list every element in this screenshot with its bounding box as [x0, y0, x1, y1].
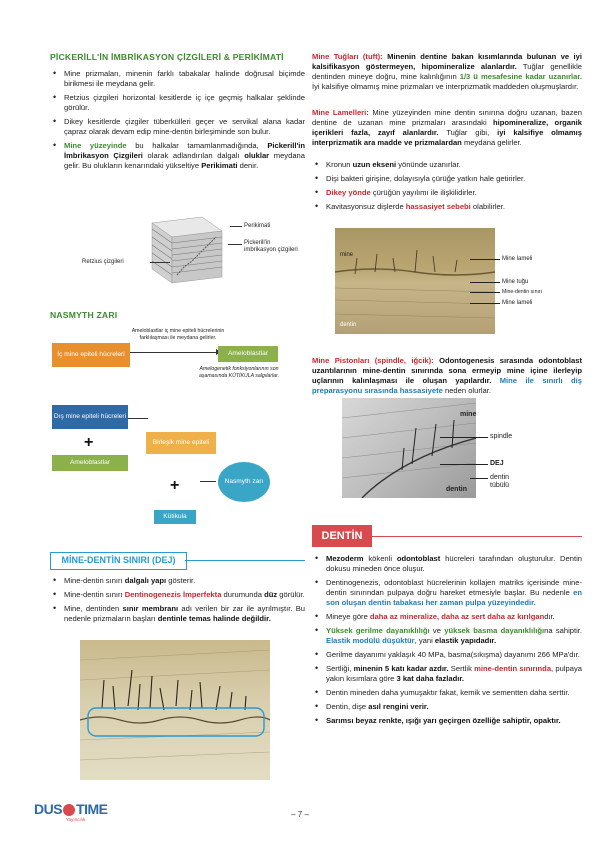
- dej-b2-c: durumunda: [221, 590, 265, 600]
- perikimati-leader: [230, 226, 242, 227]
- pickerill-b4-e: oluklar: [244, 151, 270, 161]
- den-b4-f: , yani: [414, 636, 435, 646]
- pickerill-b4-b: bu halkalar tamamlanmadığında,: [126, 141, 268, 151]
- label-perikimati: Perikimati: [244, 223, 271, 229]
- dentin-list: [312, 554, 582, 730]
- pickerill-bullet-3-text: Dikey kesitlerde çizgiler tüberkülleri geçer ve servikal alana kadar çapraz olarak devam edip mine-dentin birleşiminde son bulur.: [64, 117, 305, 137]
- label-retzius: Retzius çizgileri: [82, 259, 124, 265]
- lamellae-b: Mine yüzeyinden mine dentin sınırına doğru uzanan, bazen dentine de uzanan mine prizmaları arasındaki: [312, 108, 582, 128]
- nasmyth-title: NASMYTH ZARI: [50, 310, 118, 320]
- spindles-c: Mine ile sınırlı diş preparasyonu sırasında hassasiyete: [312, 376, 582, 396]
- logo-dus: DUS: [34, 801, 63, 817]
- spindles-paragraph: [312, 356, 582, 396]
- lamellae-c: hipomineralize, organik içerikleri fazla, zayıf alanlardır.: [312, 118, 582, 138]
- den-b1-d: hücreleri tarafından oluşturulur. Dentin dokusu mineden önce oluşur.: [326, 554, 582, 574]
- den-b3-a: Mineye göre: [326, 612, 370, 622]
- pickerill-b4-g: Perikimati: [201, 161, 238, 171]
- sp-label-mine: mine: [460, 411, 477, 418]
- dentin-bullet-5: [312, 650, 582, 660]
- lam-b2: Dişi bakteri girişine, dolayısıyla çürüğe yatkın hale getirirler.: [326, 174, 526, 184]
- pickerill-title: PİCKERİLL'İN İMBRİKASYON ÇİZGİLERİ & PERİKİMATİ: [50, 52, 284, 62]
- lamellae-e: iyi kalsifiye olmamış interprizmatik ara madde ve prizmalardan: [312, 128, 582, 148]
- dej-b3-d: dentinle temas halinde değildir.: [157, 614, 271, 624]
- nasmyth-note-1: Ameloblastlar iç mine epiteli hücrelerinin farklılaşması ile meydana gelirler.: [131, 328, 225, 341]
- dej-micrograph: [80, 640, 270, 780]
- spindles-term: Mine Pistonları (spindle, iğcik):: [312, 356, 434, 365]
- logo-subtitle: Yayıncılık: [66, 817, 86, 822]
- box-dis-mine-epiteli: Dış mine epiteli hücreleri: [52, 405, 128, 429]
- den-b3-c: dır.: [544, 612, 555, 622]
- lamellae-f: meydana gelirler.: [461, 138, 522, 148]
- lam-leader-1: [470, 259, 500, 260]
- den-b4-b: ve: [429, 626, 445, 636]
- dentin-bullet-7: [312, 688, 582, 698]
- den-b9: Sarımsı beyaz renkte, ışığı yarı geçirgen özelliğe sahiptir, opaktır.: [326, 716, 561, 726]
- den-b4-a: Yüksek gerilme dayanıklılığı: [326, 626, 430, 636]
- sp-label-dej: DEJ: [490, 460, 504, 467]
- den-b1-a: Mezoderm: [326, 554, 364, 563]
- box-ic-mine-epiteli: İç mine epiteli hücreleri: [52, 343, 130, 367]
- dej-title-rule: [185, 560, 305, 561]
- den-b2-b: en son oluşan dentin tabakası her zaman pulpa yüzeyindedir.: [326, 588, 582, 608]
- logo-time: TIME: [76, 801, 108, 817]
- tufts-paragraph: [312, 52, 582, 92]
- nasmyth-note-2: Amelogenetik fonksiyonlarının son aşamasında KÜTİKULA salgılarlar.: [198, 366, 280, 379]
- circle-nasmyth-zari: Nasmyth zarı: [218, 462, 270, 502]
- dej-b2-a: Mine-dentin sınırı: [64, 590, 125, 600]
- dentin-title-rule: [372, 536, 582, 537]
- pickerill-b4-d: olarak adlandırılan dalgalı: [142, 151, 245, 161]
- den-b6-f: 3 kat daha fazladır.: [396, 674, 465, 684]
- den-b1-b: kökenli: [363, 554, 397, 563]
- arrow-line-2: [128, 418, 148, 419]
- dej-b2-d: düz: [264, 590, 278, 600]
- dej-b1-b: dalgalı yapı: [124, 576, 167, 585]
- pickerill-b4-f: meydana gelir. Bu olukların kenarındaki yükseltiye: [64, 151, 305, 171]
- pickerill-bullet-1-text: Mine prizmaları, minenin farklı tabakalar halinde doğrusal biçimde birikmesi ile meydana gelir.: [64, 69, 305, 89]
- dej-b2-e: görülür.: [277, 590, 305, 600]
- dentin-title: DENTİN: [312, 525, 372, 547]
- lam-leader-3: [470, 292, 500, 293]
- lam-b4-c: olabilirler.: [470, 202, 505, 212]
- perikimati-illustration: [142, 215, 232, 285]
- den-b2-a: Dentinogenezis, odontoblast hücrelerinin kollajen matriks içerisinde mine-dentin sınırından pulpaya doğru hareket etmesiyle başlar. Bu nedenle: [326, 578, 582, 598]
- dentin-bullet-9: [312, 716, 582, 726]
- lam-label-mds: Mine-dentin sınırı: [502, 289, 543, 295]
- lam-label-tugu: Mine tuğu: [502, 279, 529, 285]
- dej-bullet-3: [50, 604, 305, 624]
- dej-b2-b: Dentinogenezis İmperfekta: [124, 590, 222, 600]
- den-b4-c: yüksek basma dayanıklılığı: [444, 626, 545, 636]
- pickerill-b4-c: Pickerill'in İmbrikasyon Çizgileri: [64, 141, 305, 161]
- spindle-micrograph: [342, 398, 476, 498]
- pickerill-b4-a: Mine yüzeyinde: [64, 141, 127, 151]
- tufts-e: İyi kalsifiye olmamış mine prizmaları ve interprizmatik maddeden oluşmuşlardır.: [312, 82, 579, 92]
- arrow-line-1: [130, 352, 218, 353]
- den-b6-a: Sertliği,: [326, 664, 354, 674]
- spindles-d: neden olurlar.: [442, 386, 491, 396]
- sp-leader-3: [470, 478, 488, 479]
- den-b1-c: odontoblast: [396, 554, 441, 563]
- dej-b3-mid: adı verilen bir zar ile: [178, 604, 255, 614]
- sp-label-spindle: spindle: [490, 433, 513, 440]
- den-b4-g: elastik yapıdadır.: [434, 636, 497, 646]
- den-b6-c: Sertlik: [448, 664, 475, 674]
- page-number: – 7 –: [291, 810, 309, 819]
- lamellae-micrograph: [335, 228, 495, 334]
- lam-leader-2: [470, 282, 500, 283]
- den-b7: Dentin mineden daha yumuşaktır fakat, kemik ve sementten daha serttir.: [326, 688, 570, 698]
- den-b6-e: , pulpaya yakın kısımlara göre: [326, 664, 582, 684]
- dentin-bullet-6: [312, 664, 582, 684]
- pickerill-b4-h: denir.: [237, 161, 259, 171]
- tufts-term: Mine Tuğları (tuft):: [312, 52, 383, 61]
- tufts-c: Tuğlar genellikle dentinden mineye doğru, mine kalınlığının: [312, 62, 582, 82]
- lam-label-dentin: dentin: [340, 322, 357, 328]
- den-b6-d: mine-dentin sınırında: [474, 664, 552, 674]
- pickerill-leader: [228, 244, 242, 245]
- dej-b3-c: ayrılmıştır. Bu nedenle prizmaların başları: [64, 604, 305, 624]
- pickerill-bullet-3: [50, 117, 305, 137]
- lamellae-term: Mine Lamelleri:: [312, 108, 369, 117]
- den-b8-b: asıl rengini verir.: [368, 702, 429, 712]
- dej-bullet-2: [50, 590, 305, 600]
- den-b6-b: minenin 5 katı kadar azdır.: [353, 664, 449, 674]
- box-ameloblastlar-2: Ameloblastlar: [52, 455, 128, 471]
- plus-1: +: [84, 434, 94, 451]
- box-birlesik-mine-epiteli: Birleşik mine epiteli: [146, 432, 216, 454]
- pickerill-bullet-2: [50, 93, 305, 113]
- lamellae-bullet-2: [312, 174, 582, 184]
- lam-b4-a: Kavitasyonsuz dişlerde: [326, 202, 406, 212]
- den-b3-b: daha az mineralize, daha az sert daha az kırılgan: [369, 612, 545, 622]
- lam-b1-a: Kronun: [326, 160, 353, 169]
- lam-b3-a: Dikey yönde: [326, 188, 371, 198]
- pickerill-bullet-4: [50, 141, 305, 171]
- lam-leader-4: [470, 303, 500, 304]
- dentin-bullet-3: [312, 612, 582, 622]
- den-b5: Gerilme dayanımı yaklaşık 40 MPa, basma(sıkışma) dayanımı 266 MPa'dır.: [326, 650, 580, 660]
- lam-b4-b: hassasiyet sebebi: [405, 202, 471, 212]
- box-ameloblastlar-1: Ameloblastlar: [218, 346, 278, 362]
- plus-2: +: [170, 477, 180, 494]
- lamellae-paragraph: [312, 108, 582, 148]
- dej-b1-a: Mine-dentin sınırı: [64, 576, 125, 585]
- dentin-bullet-4: [312, 626, 582, 646]
- sp-label-tubul: dentin tübülü: [490, 474, 510, 490]
- lam-b1-b: uzun ekseni: [352, 160, 397, 169]
- label-pickerill: Pickerill'in imbrikasyon çizgileri: [244, 240, 298, 254]
- dej-list: [50, 576, 305, 628]
- dej-b3-b: sınır membranı: [122, 604, 179, 614]
- pickerill-bullet-1: [50, 69, 305, 89]
- dentin-bullet-2: [312, 578, 582, 608]
- spindles-b: Odontogenesis sırasında odontoblast uzantılarının mine-dentin sınırında sona ermeyip mine içine ilerleyip uçlarının kalınlaşması ile oluşan yapılardır.: [312, 356, 583, 386]
- sp-leader-2: [440, 464, 488, 465]
- lamellae-bullet-1: [312, 160, 582, 170]
- pickerill-bullet-2-text: Retzius çizgileri horizontal kesitlerde iç içe geçmiş halkalar şeklinde görülür.: [64, 93, 305, 113]
- tufts-definition: Minenin dentine bakan kısımlarında bulunan ve iyi kalsifikasyon göstermeyen, hipomineralize alanlardır.: [312, 52, 582, 72]
- sp-leader-1: [440, 437, 488, 438]
- lam-b3-b: çürüğün yayılımı ile ilişkilidirler.: [370, 188, 477, 198]
- lamellae-list: [312, 160, 582, 216]
- lam-label-lameli-1: Mine lameli: [502, 256, 533, 262]
- dej-b3-a: Mine, dentinden: [64, 604, 123, 614]
- dentin-bullet-1: [312, 554, 582, 574]
- box-kutikula: Kütikula: [154, 510, 196, 524]
- lam-label-mine: mine: [340, 252, 354, 258]
- pickerill-section: [50, 52, 305, 175]
- dej-b1-c: gösterir.: [166, 576, 196, 585]
- den-b4-d: na sahiptir.: [544, 626, 582, 636]
- sp-label-dentin: dentin: [446, 486, 467, 493]
- dej-bullet-1: [50, 576, 305, 586]
- lam-b1-c: yönünde uzanırlar.: [396, 160, 461, 169]
- den-b8-a: Dentin, dişe: [326, 702, 369, 712]
- lamellae-d: Tuğlar gibi,: [438, 128, 498, 138]
- lamellae-bullet-4: [312, 202, 582, 212]
- arrow-line-3: [200, 481, 216, 482]
- den-b4-e: Elastik modülü düşüktür: [326, 636, 415, 646]
- retzius-leader: [150, 262, 170, 263]
- dej-title: MİNE-DENTİN SINIRI (DEJ): [50, 552, 187, 570]
- dentin-bullet-8: [312, 702, 582, 712]
- lamellae-bullet-3: [312, 188, 582, 198]
- tufts-d: 1/3 ü mesafesine kadar uzanırlar.: [459, 72, 583, 82]
- lam-label-lameli-2: Mine lameli: [502, 300, 533, 306]
